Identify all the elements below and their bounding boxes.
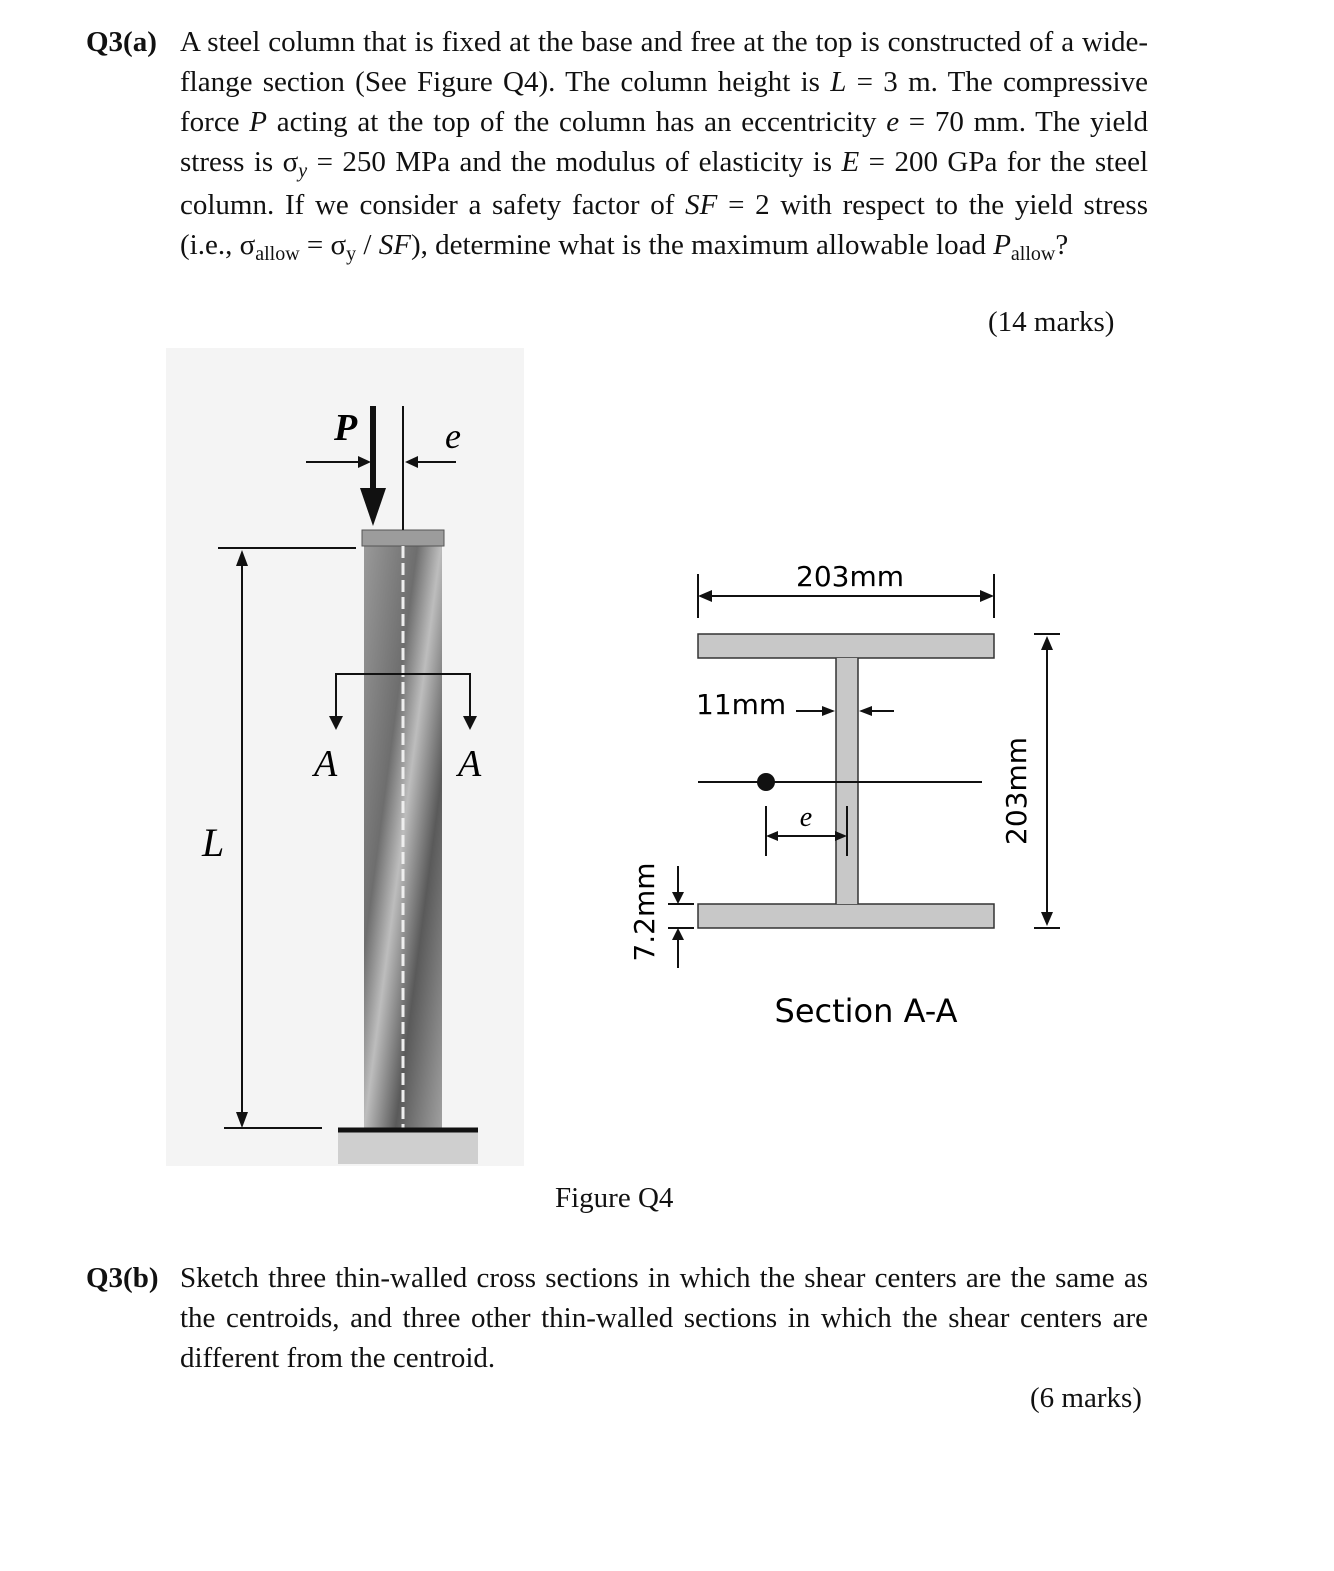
width-label: 203mm — [796, 560, 904, 593]
q3a-label: Q3(a) — [86, 26, 157, 58]
q3b-label: Q3(b) — [86, 1262, 159, 1294]
flange-thickness-label: 7.2mm — [628, 862, 661, 962]
section-title: Section A-A — [774, 992, 958, 1030]
bottom-flange — [698, 904, 994, 928]
q3a-text: A steel column that is fixed at the base and free at the top is constructed of a wide-flange section (See Figure Q4). The column height is L = 3 m. The compressive force P acting at the top of the column has an eccentricity e = 70 mm. The yield stress is $\sigma_y = 250$ MPa and the modulus of elasticity is E = 200 GPa for the steel column. If we consider a safety factor of SF = 2 with respect to the yield stress (i.e., $\sigma_{allow} = \sigma_y / SF$), determine what is the maximum allowable load $P_{allow}$? — [180, 26, 1149, 265]
load-point — [757, 773, 775, 791]
top-flange — [698, 634, 994, 658]
q3b-text: Sketch three thin-walled cross sections in which the shear centers are the same as the centroids, and three other thin-walled sections in which the shear centers are different from the centroid. — [180, 1262, 1148, 1374]
length-label: L — [202, 820, 225, 865]
section-label-left: A — [314, 743, 338, 785]
column-base-hatch — [338, 1128, 478, 1164]
figure-caption: Figure Q4 — [555, 1182, 674, 1214]
q3a-marks: (14 marks) — [988, 306, 1115, 338]
height-label: 203mm — [1000, 737, 1033, 845]
section-e-label: e — [799, 802, 813, 833]
section-figure — [600, 556, 1090, 1046]
column-cap — [362, 530, 444, 546]
eccentricity-label: e — [445, 416, 461, 456]
q3b-marks: (6 marks) — [1030, 1382, 1142, 1414]
column-figure — [166, 348, 524, 1166]
load-label: P — [334, 407, 358, 449]
section-label-right: A — [458, 743, 482, 785]
web-thickness-label: 11mm — [696, 688, 787, 721]
